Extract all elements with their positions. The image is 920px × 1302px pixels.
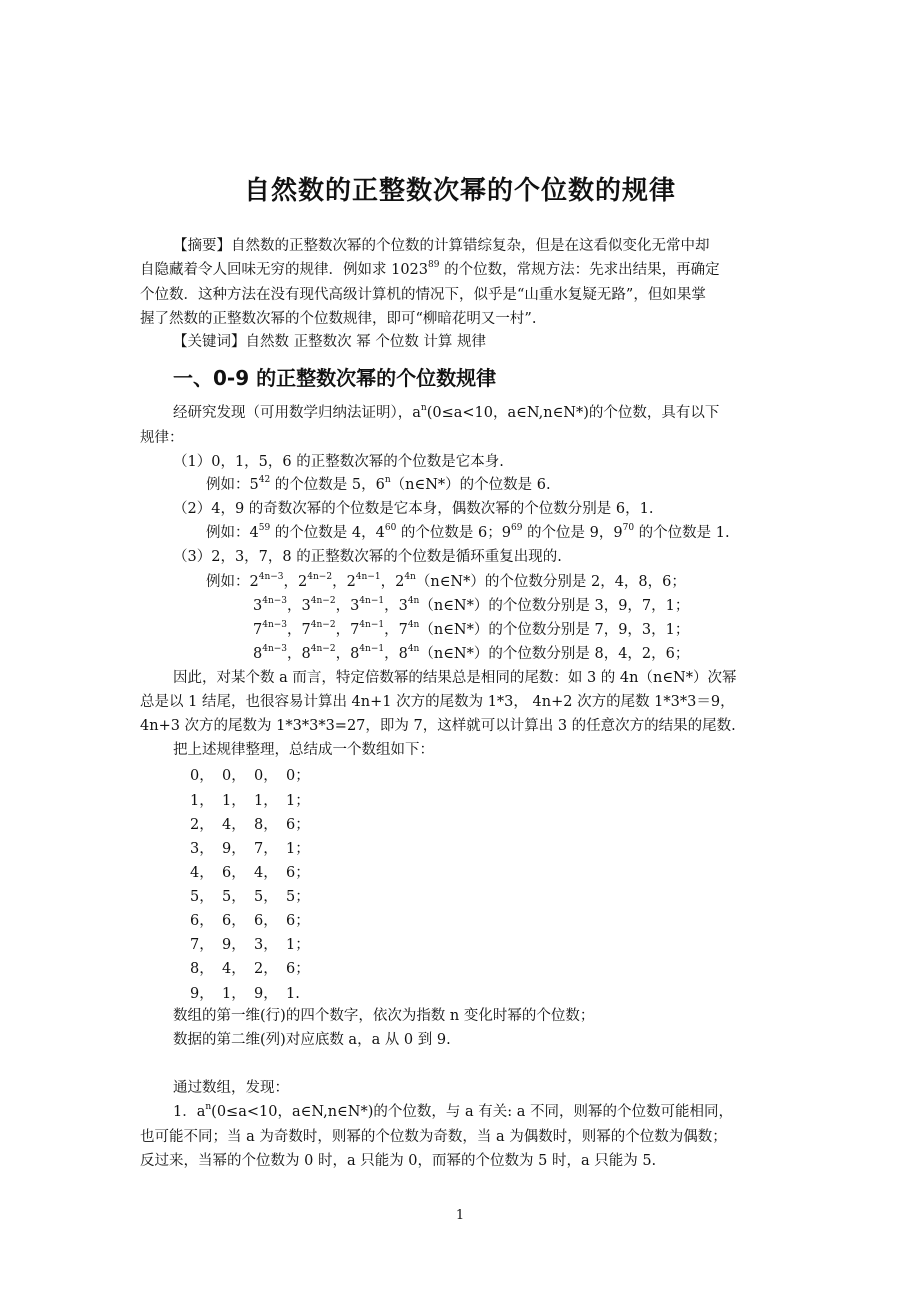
table-row: 6， 6， 6， 6； — [190, 913, 310, 929]
table-row: 4， 6， 4， 6； — [190, 865, 310, 881]
paragraph-line: 总是以 1 结尾，也很容易计算出 4n+1 次方的尾数为 1*3， 4n+2 次方的尾数 1*3*3＝9， — [140, 694, 735, 710]
table-row: 1， 1， 1， 1； — [190, 793, 310, 809]
keywords: 【关键词】自然数 正整数次 幂 个位数 计算 规律 — [173, 334, 487, 350]
point-1-line-1: 1．$a^n(0\le a<10$，a∈N,n∈N*)的个位数，与 a 有关: a 不同，则幂的个位数可能相同， — [173, 1102, 733, 1120]
cycle-row: $8^{4n-3}$，$8^{4n-2}$，$8^{4n-1}$，$8^{4n}(n\in N*)$的个位数分别是 8，4，2，6； — [253, 644, 690, 662]
abstract-line-1: 【摘要】自然数的正整数次幂的个位数的计算错综复杂，但是在这看似变化无常中却 — [173, 238, 710, 254]
table-row: 3， 9， 7， 1； — [190, 841, 310, 857]
dimension-note-2: 数据的第二维(列)对应底数 a，a 从 0 到 9. — [173, 1032, 451, 1048]
rule-1: （1）0，1，5，6 的正整数次幂的个位数是它本身. — [173, 454, 504, 470]
abstract-line-2: 自隐藏着令人回味无穷的规律．例如求 1023$^{89}$ 的个位数，常规方法：先求出结果，再确定 — [140, 260, 720, 278]
point-1-line-3: 反过来，当幂的个位数为 0 时，a 只能为 0，而幂的个位数为 5 时，a 只能为 5. — [140, 1153, 657, 1169]
cycle-row: $7^{4n-3}$，$7^{4n-2}$，$7^{4n-1}$，$7^{4n}(n\in N*)$的个位数分别是 7，9，3，1； — [253, 620, 690, 638]
table-row: 7， 9， 3， 1； — [190, 937, 310, 953]
point-1-line-2: 也可能不同；当 a 为奇数时，则幂的个位数为奇数，当 a 为偶数时，则幂的个位数为偶数； — [140, 1129, 727, 1145]
cycle-row: 例如：$2^{4n-3}$，$2^{4n-2}$，$2^{4n-1}$，$2^{4n}(n\in N*)$的个位数分别是 2，4，8，6； — [206, 572, 686, 590]
dimension-note-1: 数组的第一维(行)的四个数字，依次为指数 n 变化时幂的个位数； — [173, 1008, 595, 1024]
section-heading: 一、0-9 的正整数次幂的个位数规律 — [173, 366, 497, 390]
table-row: 0， 0， 0， 0； — [190, 768, 310, 784]
rule-3: （3）2，3，7，8 的正整数次幂的个位数是循环重复出现的. — [173, 549, 562, 565]
page-number: 1 — [455, 1208, 465, 1223]
abstract-line-3: 个位数．这种方法在没有现代高级计算机的情况下，似乎是“山重水复疑无路”，但如果掌 — [140, 287, 706, 303]
table-row: 8， 4， 2， 6； — [190, 961, 310, 977]
table-row: 5， 5， 5， 5； — [190, 889, 310, 905]
table-row: 2， 4， 8， 6； — [190, 817, 310, 833]
intro-line-1: 经研究发现（可用数学归纳法证明），$a^n(0\le a<10$，a∈N,n∈N*)的个位数，具有以下 — [173, 403, 720, 421]
summary-intro: 把上述规律整理，总结成一个数组如下： — [173, 742, 434, 758]
paragraph-line: 4n+3 次方的尾数为 1*3*3*3=27，即为 7，这样就可以计算出 3 的任意次方的结果的尾数. — [140, 718, 736, 734]
example-2: 例如：$4^{59}$ 的个位数是 4，$4^{60}$ 的个位数是 6；$9^{69}$ 的个位是 9，$9^{70}$ 的个位数是 1. — [206, 523, 730, 541]
paragraph-line: 因此，对某个数 a 而言，特定倍数幂的结果总是相同的尾数：如 3 的 4n（n∈N*）次幂 — [173, 670, 737, 686]
rule-2: （2）4，9 的奇数次幂的个位数是它本身，偶数次幂的个位数分别是 6，1. — [173, 501, 654, 517]
example-1: 例如：$5^{42}$ 的个位数是 5，6$^n$（n∈N*）的个位数是 6. — [206, 475, 551, 493]
abstract-line-4: 握了然数的正整数次幂的个位数规律，即可“柳暗花明又一村”. — [140, 311, 537, 327]
intro-line-2: 规律： — [140, 430, 184, 446]
table-row: 9， 1， 9， 1. — [190, 986, 300, 1002]
observation-intro: 通过数组，发现： — [173, 1080, 289, 1096]
document-title: 自然数的正整数次幂的个位数的规律 — [243, 176, 676, 206]
cycle-row: $3^{4n-3}$，$3^{4n-2}$，$3^{4n-1}$，$3^{4n}(n\in N*)$的个位数分别是 3，9，7，1； — [253, 596, 690, 614]
